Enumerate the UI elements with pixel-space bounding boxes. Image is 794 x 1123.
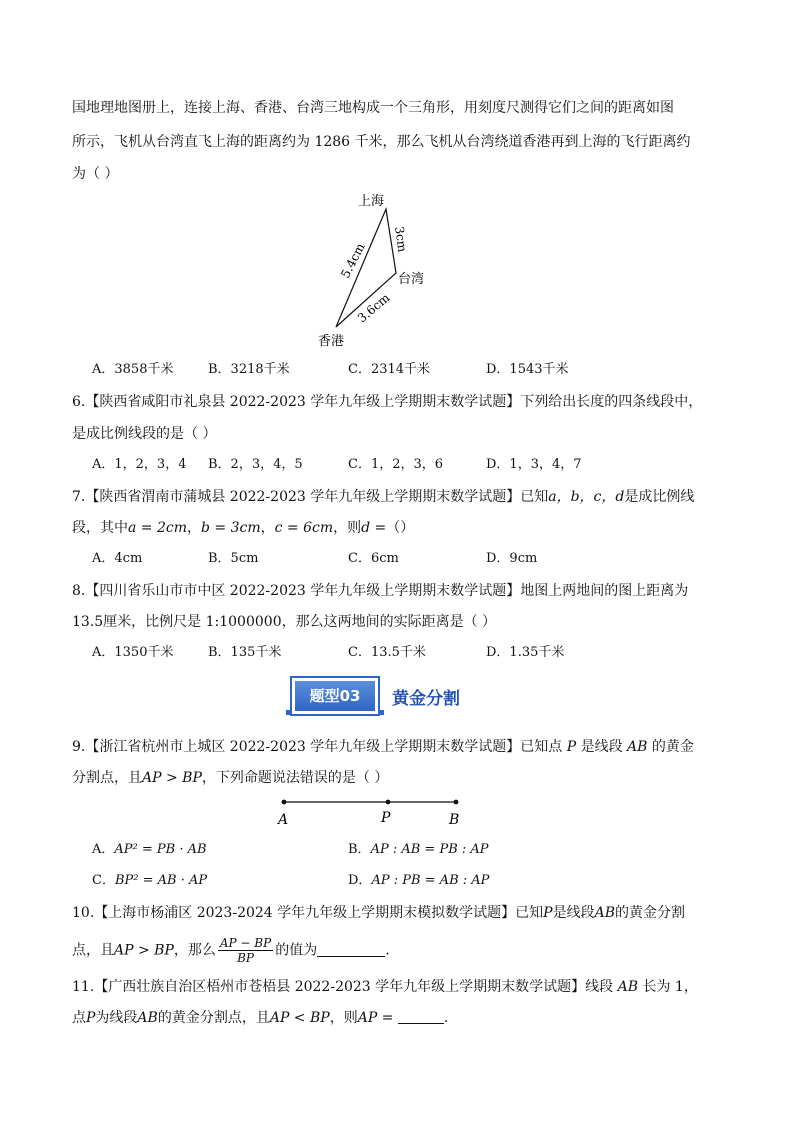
q9-line2-b: ，下列命题说法错误的是（ ） <box>201 770 389 786</box>
point-b <box>454 800 459 805</box>
q10-line-1 <box>72 903 685 923</box>
q6-line-1: 6.【陕西省咸阳市礼泉县 2022-2023 学年九年级上学期期末数学试题】下列给出长度的四条线段中， <box>72 394 703 410</box>
q9-option-b-label: B． <box>348 842 371 857</box>
q7-then: ，则 <box>333 520 362 536</box>
q9-option-c-text: BP² = AB · AP <box>114 873 208 888</box>
q9-option-b-text: AP : AB = PB : AP <box>370 842 489 857</box>
q11-line2-c: 的黄金分割点，且 <box>157 1010 270 1026</box>
q11-line2-b: 为线段 <box>95 1010 138 1026</box>
q9-option-a-text: AP² = PB · AB <box>114 842 207 857</box>
q9-cond: AP > BP <box>142 770 202 786</box>
q10-line2-a: 点，且 <box>72 942 114 959</box>
q7-b-eq: b = 3cm <box>201 520 261 536</box>
q11-ap-eq: AP = <box>357 1010 394 1026</box>
q7-d-eq: d = <box>361 520 387 536</box>
q11-prefix: 11.【广西壮族自治区梧州市苍梧县 2022-2023 学年九年级上学期期末数学试题】线段 <box>72 979 614 995</box>
q9-prefix: 9.【浙江省杭州市上城区 2022-2023 学年九年级上学期期末数学试题】已知点 <box>72 739 563 755</box>
q11-suffix: 长为 1， <box>642 979 698 995</box>
intro-line-1: 国地理地图册上，连接上海、香港、台湾三地构成一个三角形，用刻度尺测得它们之间的距离如图 <box>72 100 674 116</box>
q10-denominator: BP <box>237 951 254 965</box>
q9-suffix: 的黄金 <box>651 739 694 755</box>
q11-line2-a: 点 <box>72 1010 86 1026</box>
q6-option-c: C．1，2，3，6 <box>348 457 444 472</box>
point-p <box>386 800 391 805</box>
label-b: B <box>449 812 460 828</box>
segment-figure <box>270 794 470 830</box>
q10-fraction <box>218 936 273 965</box>
q10-p: P <box>543 905 553 921</box>
q7-option-a: A．4cm <box>92 551 143 566</box>
section-title: 黄金分割 <box>392 689 460 709</box>
q5-option-b: B．3218千米 <box>208 362 290 377</box>
side-shanghai-hongkong: 5.4cm <box>338 240 368 281</box>
q10-line2-b: ，那么 <box>173 942 216 959</box>
triangle-figure <box>300 185 460 355</box>
q10-numerator: AP − BP <box>219 936 272 950</box>
q11-ab: AB <box>617 979 639 995</box>
intro-line-3: 为（ ） <box>72 166 119 182</box>
q8-option-d: D．1.35千米 <box>486 645 565 660</box>
q6-line-2: 是成比例线段的是（ ） <box>72 426 217 442</box>
q7-line-1 <box>72 487 694 507</box>
q10-line2-c: 的值为 <box>275 942 318 959</box>
q9-mid: 是线段 <box>580 739 623 755</box>
q5-option-d: D．1543千米 <box>486 362 569 377</box>
q11-answer-blank[interactable] <box>398 1009 444 1024</box>
q10-line-2 <box>72 936 390 965</box>
q11-line-2 <box>72 1008 448 1028</box>
q7-prefix: 7.【陕西省渭南市蒲城县 2022-2023 学年九年级上学期期末数学试题】已知 <box>72 489 549 505</box>
q9-option-d-label: D． <box>348 873 372 888</box>
q10-cond: AP > BP <box>114 942 174 959</box>
q11-cond: AP < BP <box>269 1010 330 1026</box>
q8-option-a: A．1350千米 <box>92 645 174 660</box>
label-hongkong: 香港 <box>318 334 345 349</box>
q7-option-b: B．5cm <box>208 551 259 566</box>
q8-option-b: B．135千米 <box>208 645 282 660</box>
label-p: P <box>381 810 391 826</box>
q9-ab: AB <box>627 739 648 755</box>
q7-c-eq: c = 6cm <box>274 520 334 536</box>
q5-option-c: C．2314千米 <box>348 362 431 377</box>
q9-line-1 <box>72 737 694 757</box>
q8-option-c: C．13.5千米 <box>348 645 426 660</box>
q9-option-b <box>348 840 489 860</box>
intro-line-2: 所示，飞机从台湾直飞上海的距离约为 1286 千米，那么飞机从台湾绕道香港再到上海的飞行距离约 <box>72 134 691 150</box>
label-shanghai: 上海 <box>358 194 385 209</box>
q11-ab2: AB <box>137 1010 158 1026</box>
q7-vars: a，b，c，d <box>548 489 625 505</box>
q6-option-a: A．1，2，3，4 <box>92 457 187 472</box>
q10-answer-blank[interactable] <box>317 942 385 957</box>
q9-option-a-label: A． <box>92 842 115 857</box>
q9-option-d <box>348 871 489 891</box>
q6-option-b: B．2，3，4，5 <box>208 457 303 472</box>
q7-line-2: 段，其中a = 2cm，b = 3cm，c = 6cm，则d =（） <box>72 520 415 536</box>
q9-line-2 <box>72 768 388 788</box>
q9-option-a <box>92 840 207 860</box>
point-a <box>282 800 287 805</box>
q7-option-d: D．9cm <box>486 551 538 566</box>
q9-option-c <box>92 871 207 891</box>
q7-a-eq: a = 2cm <box>128 520 188 536</box>
q8-line-2: 13.5厘米，比例尺是 1:1000000，那么这两地间的实际距离是（ ） <box>72 614 497 630</box>
q11-p: P <box>86 1010 96 1026</box>
section-badge: 题型03 <box>292 678 378 714</box>
q7-suffix: 是成比例线 <box>624 489 695 505</box>
side-taiwan-hongkong: 3.6cm <box>354 290 393 326</box>
q10-mid: 是线段 <box>552 905 595 921</box>
label-a: A <box>278 812 289 828</box>
q11-line-1 <box>72 977 698 997</box>
q7-line2-a: 段，其中 <box>72 520 128 536</box>
q10-prefix: 10.【上海市杨浦区 2023-2024 学年九年级上学期期末模拟数学试题】已知 <box>72 905 544 921</box>
q5-option-a: A．3858千米 <box>92 362 174 377</box>
q7-paren: （） <box>386 520 415 536</box>
q9-option-d-text: AP : PB = AB : AP <box>371 873 490 888</box>
side-shanghai-taiwan: 3cm <box>392 225 410 253</box>
q10-ab: AB <box>594 905 615 921</box>
q10-end: . <box>385 942 390 959</box>
q11-line2-d: ，则 <box>329 1010 358 1026</box>
q9-p: P <box>566 739 577 755</box>
q9-line2-a: 分割点，且 <box>72 770 142 786</box>
q10-suffix: 的黄金分割 <box>614 905 685 921</box>
q8-line-1: 8.【四川省乐山市市中区 2022-2023 学年九年级上学期期末数学试题】地图上两地间的图上距离为 <box>72 583 689 599</box>
q6-option-d: D．1，3，4，7 <box>486 457 582 472</box>
q7-option-c: C．6cm <box>348 551 399 566</box>
q11-end: . <box>443 1010 449 1026</box>
label-taiwan: 台湾 <box>398 272 425 287</box>
q9-option-c-label: C． <box>92 873 115 888</box>
